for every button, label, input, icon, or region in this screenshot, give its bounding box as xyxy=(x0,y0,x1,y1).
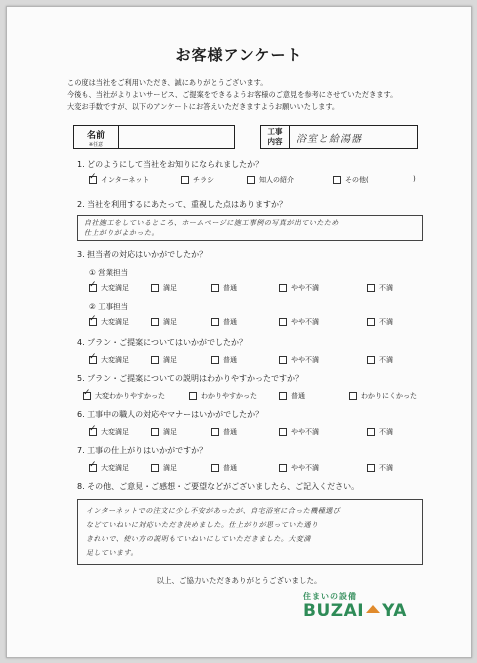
intro-line: 大変お手数ですが、以下のアンケートにお答えいただきますようお願いいたします。 xyxy=(67,102,340,111)
option-label: 大変満足 xyxy=(101,428,129,436)
q1-option-internet[interactable] xyxy=(89,175,149,185)
q1-options xyxy=(89,175,429,187)
q2-answer-box[interactable] xyxy=(77,215,423,241)
option-label: 不満 xyxy=(379,284,393,292)
q2-answer-line: 仕上がりがよかった。 xyxy=(84,229,159,237)
q3s-option-slightly-unsatisfied[interactable] xyxy=(279,283,319,293)
checkbox[interactable] xyxy=(333,176,341,184)
checkbox[interactable] xyxy=(151,284,159,292)
option-label: 大変満足 xyxy=(101,356,129,364)
option-label: 満足 xyxy=(163,318,177,326)
name-label: 名前 xyxy=(86,131,105,141)
logo-text-right: YA xyxy=(382,601,407,621)
q1-option-flyer[interactable] xyxy=(181,175,214,185)
option-label: 満足 xyxy=(163,428,177,436)
checkbox[interactable] xyxy=(211,318,219,326)
checkbox[interactable] xyxy=(279,428,287,436)
q3-construction-options xyxy=(89,317,429,329)
logo-text-left: BUZAI xyxy=(303,601,365,621)
checkbox[interactable] xyxy=(211,284,219,292)
option-label: その他( xyxy=(345,176,369,184)
option-label: 普通 xyxy=(223,428,237,436)
question-4: 4. プラン・ご提案についてはいかがでしたか？ xyxy=(77,338,248,347)
q3c-option-satisfied[interactable] xyxy=(151,317,177,327)
q4-option-very-satisfied[interactable] xyxy=(89,355,129,365)
q7-option-normal[interactable] xyxy=(211,463,237,473)
option-label: 不満 xyxy=(379,318,393,326)
q6-options xyxy=(89,427,429,439)
q3c-option-slightly-unsatisfied[interactable] xyxy=(279,317,319,327)
option-label: 普通 xyxy=(223,464,237,472)
house-icon xyxy=(366,605,380,613)
option-label: 普通 xyxy=(223,356,237,364)
checkbox[interactable] xyxy=(181,176,189,184)
survey-sheet xyxy=(6,6,472,658)
option-label: わかりやすかった xyxy=(201,392,257,400)
q6-option-slightly-unsatisfied[interactable] xyxy=(279,427,319,437)
option-label: 大変満足 xyxy=(101,318,129,326)
checkbox[interactable] xyxy=(367,464,375,472)
q5-option-normal[interactable] xyxy=(279,391,305,401)
option-label: 満足 xyxy=(163,284,177,292)
checkbox[interactable] xyxy=(247,176,255,184)
option-label: やや不満 xyxy=(291,464,319,472)
q7-option-satisfied[interactable] xyxy=(151,463,177,473)
q3s-option-normal[interactable] xyxy=(211,283,237,293)
checkbox[interactable] xyxy=(367,428,375,436)
work-label-line2: 内容 xyxy=(267,137,283,146)
checkbox[interactable] xyxy=(151,428,159,436)
name-field[interactable] xyxy=(73,125,235,149)
intro-line: この度は当社をご利用いただき、誠にありがとうございます。 xyxy=(67,78,268,87)
checkbox[interactable] xyxy=(151,318,159,326)
checkbox[interactable] xyxy=(367,284,375,292)
work-content-value: 浴室と給湯器 xyxy=(296,134,362,145)
option-label: 知人の紹介 xyxy=(259,176,294,184)
checkbox[interactable] xyxy=(211,428,219,436)
q6-option-normal[interactable] xyxy=(211,427,237,437)
checkbox[interactable] xyxy=(89,284,97,292)
logo-wordmark xyxy=(303,602,423,620)
q3-sub-construction: ② 工事担当 xyxy=(89,302,129,311)
q8-answer-line: きれいで、使い方の説明もていねいにしていただきました。大変満 xyxy=(86,535,311,543)
company-logo xyxy=(303,591,423,631)
checkbox[interactable] xyxy=(279,318,287,326)
option-label: 大変わかりやすかった xyxy=(95,392,165,400)
q2-answer-line: 自社施工をしているところ、ホームページに施工事例の写真が出ていたため xyxy=(84,219,339,227)
option-label: 不満 xyxy=(379,464,393,472)
q1-other-close: ) xyxy=(413,175,416,183)
question-3: 3. 担当者の対応はいかがでしたか？ xyxy=(77,250,208,259)
q8-answer-line: 足しています。 xyxy=(86,549,138,557)
name-label-cell xyxy=(74,126,119,148)
q3c-option-unsatisfied[interactable] xyxy=(367,317,393,327)
question-8: 8. その他、ご意見・ご感想・ご要望などがございましたら、ご記入ください。 xyxy=(77,482,360,491)
option-label: チラシ xyxy=(193,176,214,184)
checkbox[interactable] xyxy=(83,392,91,400)
q4-option-slightly-unsatisfied[interactable] xyxy=(279,355,319,365)
option-label: 満足 xyxy=(163,464,177,472)
closing-text: 以上、ご協力いただきありがとうございました。 xyxy=(156,576,322,585)
option-label: 普通 xyxy=(223,284,237,292)
q7-options xyxy=(89,463,429,475)
checkbox[interactable] xyxy=(211,356,219,364)
checkbox[interactable] xyxy=(279,392,287,400)
option-label: 不満 xyxy=(379,428,393,436)
question-7: 7. 工事の仕上がりはいかがですか？ xyxy=(77,446,208,455)
option-label: わかりにくかった xyxy=(361,392,417,400)
q7-option-slightly-unsatisfied[interactable] xyxy=(279,463,319,473)
option-label: やや不満 xyxy=(291,284,319,292)
q3-sales-options xyxy=(89,283,429,295)
option-label: 不満 xyxy=(379,356,393,364)
option-label: やや不満 xyxy=(291,428,319,436)
q4-options xyxy=(89,355,429,367)
work-label-cell xyxy=(261,126,290,149)
checkbox[interactable] xyxy=(367,318,375,326)
intro-line: 今後も、当社がよりよいサービス、ご提案をできるようお客様のご意見を参考にさせていただきます。 xyxy=(67,90,398,99)
q4-option-unsatisfied[interactable] xyxy=(367,355,393,365)
q5-option-very-clear[interactable] xyxy=(83,391,165,401)
q3c-option-very-satisfied[interactable] xyxy=(89,317,129,327)
q1-option-other[interactable] xyxy=(333,175,369,185)
work-content-field[interactable] xyxy=(260,125,418,149)
option-label: やや不満 xyxy=(291,356,319,364)
q3s-option-very-satisfied[interactable] xyxy=(89,283,129,293)
logo-tagline: 住まいの設備 xyxy=(303,592,357,601)
question-2: 2. 当社を利用するにあたって、重視した点はありますか？ xyxy=(77,200,288,209)
q6-option-satisfied[interactable] xyxy=(151,427,177,437)
q1-option-referral[interactable] xyxy=(247,175,294,185)
page-title: お客様アンケート xyxy=(175,46,303,64)
option-label: 普通 xyxy=(223,318,237,326)
q6-option-unsatisfied[interactable] xyxy=(367,427,393,437)
checkbox[interactable] xyxy=(279,284,287,292)
q4-option-normal[interactable] xyxy=(211,355,237,365)
checkbox[interactable] xyxy=(89,356,97,364)
work-label-line1: 工事 xyxy=(267,127,283,136)
name-note: ※任意 xyxy=(88,142,104,148)
q3c-option-normal[interactable] xyxy=(211,317,237,327)
option-label: 大変満足 xyxy=(101,464,129,472)
option-label: 満足 xyxy=(163,356,177,364)
checkbox[interactable] xyxy=(211,464,219,472)
checkbox[interactable] xyxy=(151,464,159,472)
checkbox[interactable] xyxy=(367,356,375,364)
checkbox[interactable] xyxy=(189,392,197,400)
checkbox[interactable] xyxy=(349,392,357,400)
option-label: インターネット xyxy=(101,176,150,184)
q6-option-very-satisfied[interactable] xyxy=(89,427,129,437)
q8-answer-line: インターネットでの注文に少し不安があったが、自宅浴室に合った機種選び xyxy=(86,507,341,515)
q3-sub-sales: ① 営業担当 xyxy=(89,268,129,277)
q3s-option-unsatisfied[interactable] xyxy=(367,283,393,293)
question-6: 6. 工事中の職人の対応やマナーはいかがでしたか？ xyxy=(77,410,264,419)
q8-answer-line: などていねいに対応いただき決めました。仕上がりが思っていた通り xyxy=(86,521,319,529)
q4-option-satisfied[interactable] xyxy=(151,355,177,365)
checkbox[interactable] xyxy=(89,428,97,436)
question-1: 1. どのようにして当社をお知りになられましたか？ xyxy=(77,160,264,169)
q5-option-clear[interactable] xyxy=(189,391,257,401)
checkbox[interactable] xyxy=(89,318,97,326)
q7-option-unsatisfied[interactable] xyxy=(367,463,393,473)
option-label: 大変満足 xyxy=(101,284,129,292)
option-label: 普通 xyxy=(291,392,305,400)
q3s-option-satisfied[interactable] xyxy=(151,283,177,293)
q7-option-very-satisfied[interactable] xyxy=(89,463,129,473)
checkbox[interactable] xyxy=(89,464,97,472)
checkbox[interactable] xyxy=(89,176,97,184)
checkbox[interactable] xyxy=(279,356,287,364)
checkbox[interactable] xyxy=(151,356,159,364)
question-5: 5. プラン・ご提案についての説明はわかりやすかったですか？ xyxy=(77,374,304,383)
checkbox[interactable] xyxy=(279,464,287,472)
q5-options xyxy=(89,391,429,403)
q8-answer-box[interactable] xyxy=(77,499,423,565)
option-label: やや不満 xyxy=(291,318,319,326)
q5-option-unclear[interactable] xyxy=(349,391,417,401)
intro-text xyxy=(67,77,397,113)
